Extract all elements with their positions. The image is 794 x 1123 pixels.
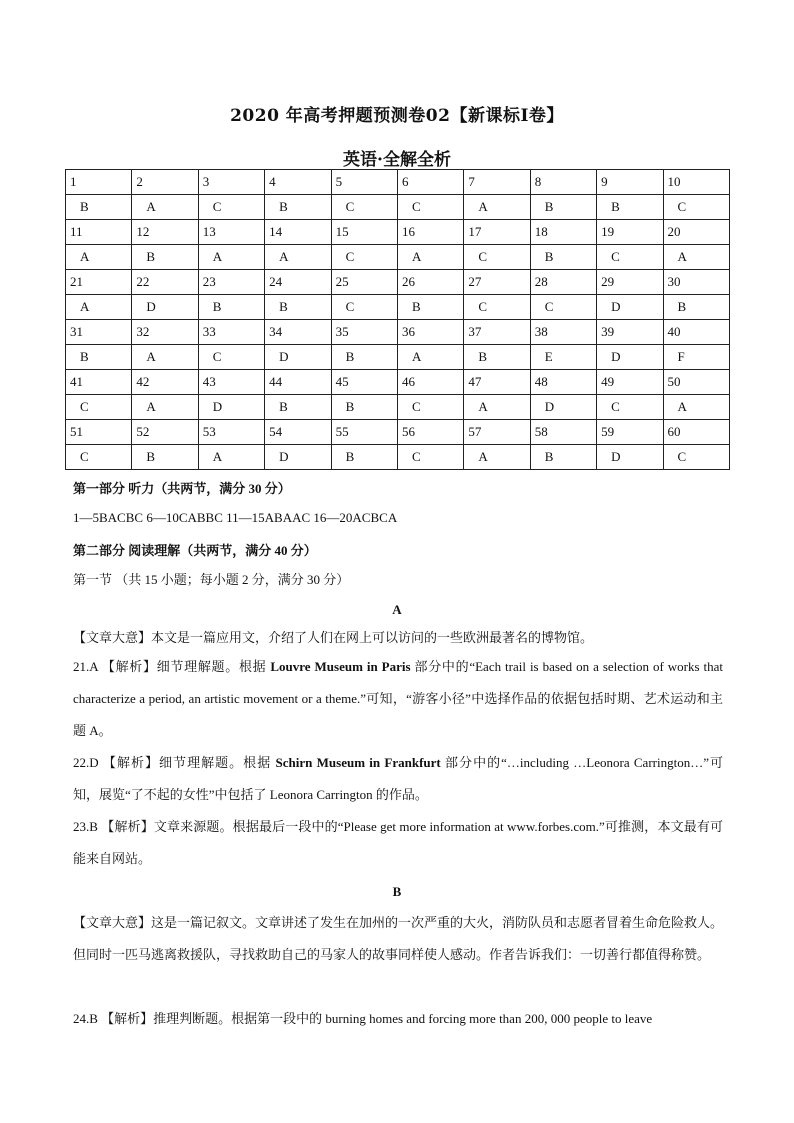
question-number-cell: 44 — [265, 370, 331, 395]
answer-row — [66, 295, 730, 320]
q21-bold: Louvre Museum in Paris — [270, 659, 411, 674]
question-22 — [73, 747, 723, 811]
answer-cell: B — [66, 195, 132, 220]
answer-cell: C — [397, 395, 463, 420]
answer-cell: A — [132, 395, 198, 420]
answer-cell: A — [663, 395, 729, 420]
answer-row — [66, 195, 730, 220]
answer-row — [66, 345, 730, 370]
question-24: 24.B 【解析】推理判断题。根据第一段中的 burning homes and forcing more than 200, 000 people to leave — [73, 1011, 653, 1026]
answer-cell: B — [265, 295, 331, 320]
question-number-cell: 14 — [265, 220, 331, 245]
answer-cell: A — [464, 395, 530, 420]
answer-cell: C — [464, 295, 530, 320]
question-number-cell: 13 — [198, 220, 264, 245]
question-number-cell: 40 — [663, 320, 729, 345]
question-number-cell: 27 — [464, 270, 530, 295]
section1-heading: 第一节 （共 15 小题；每小题 2 分，满分 30 分） — [73, 572, 350, 587]
question-number-cell: 10 — [663, 170, 729, 195]
question-number-cell: 24 — [265, 270, 331, 295]
question-number-cell: 17 — [464, 220, 530, 245]
answer-cell: C — [597, 245, 663, 270]
question-number-cell: 23 — [198, 270, 264, 295]
page-title: 2020 年高考押题预测卷02【新课标Ⅰ卷】 — [230, 106, 564, 126]
question-21 — [73, 651, 723, 747]
answer-cell: D — [265, 445, 331, 470]
question-number-cell: 2 — [132, 170, 198, 195]
answer-cell: C — [597, 395, 663, 420]
answer-cell: B — [530, 245, 596, 270]
answer-cell: B — [663, 295, 729, 320]
part2-heading: 第二部分 阅读理解（共两节，满分 40 分） — [73, 543, 317, 558]
question-number-row — [66, 370, 730, 395]
answer-cell: A — [132, 195, 198, 220]
answer-cell: B — [265, 395, 331, 420]
question-number-cell: 11 — [66, 220, 132, 245]
answer-cell: D — [597, 445, 663, 470]
answer-cell: B — [331, 345, 397, 370]
question-23: 23.B 【解析】文章来源题。根据最后一段中的“Please get more information at www.forbes.com.”可推测，本文最有可能来自网站。 — [73, 819, 723, 866]
passage-a-label: A — [392, 602, 402, 617]
answer-cell: A — [397, 345, 463, 370]
answer-cell: D — [597, 345, 663, 370]
answer-cell: A — [464, 445, 530, 470]
answer-cell: C — [464, 245, 530, 270]
answer-cell: A — [66, 245, 132, 270]
answer-cell: D — [132, 295, 198, 320]
question-number-cell: 29 — [597, 270, 663, 295]
question-number-cell: 39 — [597, 320, 663, 345]
question-number-cell: 59 — [597, 420, 663, 445]
question-number-cell: 8 — [530, 170, 596, 195]
answer-cell: B — [397, 295, 463, 320]
question-number-cell: 51 — [66, 420, 132, 445]
answer-cell: A — [198, 445, 264, 470]
answer-cell: C — [331, 245, 397, 270]
answer-cell: B — [331, 395, 397, 420]
answer-cell: A — [132, 345, 198, 370]
answer-cell: A — [198, 245, 264, 270]
answer-cell: A — [397, 245, 463, 270]
answer-cell: C — [663, 445, 729, 470]
question-number-cell: 37 — [464, 320, 530, 345]
question-number-cell: 30 — [663, 270, 729, 295]
question-number-cell: 19 — [597, 220, 663, 245]
question-number-cell: 18 — [530, 220, 596, 245]
answer-cell: B — [265, 195, 331, 220]
question-number-cell: 50 — [663, 370, 729, 395]
answer-cell: C — [397, 445, 463, 470]
answer-cell: C — [663, 195, 729, 220]
q22-bold: Schirn Museum in Frankfurt — [275, 755, 441, 770]
question-number-cell: 16 — [397, 220, 463, 245]
answer-cell: B — [530, 195, 596, 220]
answer-cell: C — [198, 195, 264, 220]
answer-cell: B — [464, 345, 530, 370]
answer-cell: C — [66, 445, 132, 470]
answer-row — [66, 395, 730, 420]
question-number-cell: 26 — [397, 270, 463, 295]
question-number-cell: 60 — [663, 420, 729, 445]
answer-cell: B — [132, 445, 198, 470]
q22-rest: 部分中的“…including …Leonora Carrington…”可知，展览“了不起的女性”中包括了 Leonora Carrington 的作品。 — [73, 755, 723, 802]
question-number-cell: 58 — [530, 420, 596, 445]
answer-cell: B — [530, 445, 596, 470]
question-number-cell: 28 — [530, 270, 596, 295]
question-number-cell: 32 — [132, 320, 198, 345]
answer-cell: C — [331, 195, 397, 220]
question-number-cell: 1 — [66, 170, 132, 195]
q22-prefix: 22.D 【解析】细节理解题。根据 — [73, 755, 276, 770]
answer-cell: B — [66, 345, 132, 370]
answer-row — [66, 245, 730, 270]
question-number-cell: 43 — [198, 370, 264, 395]
q21-rest: 部分中的“Each trail is based on a selection of works that characterize a period, an artistic movement or a theme.”可知，“游客小径”中选择作品的依据包括时期、艺术运动和主题 A。 — [73, 659, 723, 738]
question-number-cell: 12 — [132, 220, 198, 245]
question-number-cell: 52 — [132, 420, 198, 445]
answer-cell: B — [198, 295, 264, 320]
question-number-cell: 46 — [397, 370, 463, 395]
answer-cell: A — [265, 245, 331, 270]
answer-cell: C — [530, 295, 596, 320]
question-number-cell: 48 — [530, 370, 596, 395]
question-number-cell: 22 — [132, 270, 198, 295]
answer-cell: C — [397, 195, 463, 220]
answer-cell: B — [132, 245, 198, 270]
question-number-cell: 33 — [198, 320, 264, 345]
answer-cell: F — [663, 345, 729, 370]
answer-cell: B — [597, 195, 663, 220]
question-number-cell: 49 — [597, 370, 663, 395]
question-number-cell: 3 — [198, 170, 264, 195]
question-number-cell: 20 — [663, 220, 729, 245]
question-number-cell: 54 — [265, 420, 331, 445]
q21-prefix: 21.A 【解析】细节理解题。根据 — [73, 659, 271, 674]
answer-cell: A — [66, 295, 132, 320]
question-number-cell: 35 — [331, 320, 397, 345]
answer-cell: D — [198, 395, 264, 420]
answer-table — [65, 169, 730, 470]
question-number-cell: 21 — [66, 270, 132, 295]
answer-row — [66, 445, 730, 470]
question-number-cell: 6 — [397, 170, 463, 195]
question-number-cell: 7 — [464, 170, 530, 195]
answer-cell: A — [663, 245, 729, 270]
answer-cell: A — [464, 195, 530, 220]
question-number-row — [66, 220, 730, 245]
question-number-cell: 9 — [597, 170, 663, 195]
question-number-row — [66, 420, 730, 445]
answer-cell: D — [597, 295, 663, 320]
passage-b-label: B — [392, 884, 402, 899]
question-number-row — [66, 270, 730, 295]
question-number-cell: 56 — [397, 420, 463, 445]
answer-cell: C — [66, 395, 132, 420]
answer-cell: B — [331, 445, 397, 470]
page-subtitle: 英语·全解全析 — [343, 150, 451, 170]
question-number-cell: 55 — [331, 420, 397, 445]
passage-b-summary: 【文章大意】这是一篇记叙文。文章讲述了发生在加州的一次严重的大火，消防队员和志愿者冒着生命危险救人。但同时一匹马逃离救援队，寻找救助自己的马家人的故事同样使人感动。作者告诉我们：一切善行都值得称赞。 — [73, 915, 724, 962]
question-number-cell: 4 — [265, 170, 331, 195]
answer-cell: C — [198, 345, 264, 370]
question-number-cell: 15 — [331, 220, 397, 245]
question-number-cell: 34 — [265, 320, 331, 345]
question-number-row — [66, 320, 730, 345]
answer-cell: C — [331, 295, 397, 320]
question-number-cell: 57 — [464, 420, 530, 445]
question-number-row — [66, 170, 730, 195]
part1-answers: 1—5BACBC 6—10CABBC 11—15ABAAC 16—20ACBCA — [73, 510, 398, 525]
question-number-cell: 5 — [331, 170, 397, 195]
passage-a-summary: 【文章大意】本文是一篇应用文，介绍了人们在网上可以访问的一些欧洲最著名的博物馆。 — [73, 630, 594, 645]
question-number-cell: 41 — [66, 370, 132, 395]
question-number-cell: 53 — [198, 420, 264, 445]
answer-cell: E — [530, 345, 596, 370]
question-number-cell: 47 — [464, 370, 530, 395]
question-number-cell: 25 — [331, 270, 397, 295]
question-number-cell: 38 — [530, 320, 596, 345]
question-number-cell: 42 — [132, 370, 198, 395]
question-number-cell: 31 — [66, 320, 132, 345]
question-number-cell: 45 — [331, 370, 397, 395]
question-number-cell: 36 — [397, 320, 463, 345]
part1-heading: 第一部分 听力（共两节，满分 30 分） — [73, 481, 291, 496]
answer-cell: D — [265, 345, 331, 370]
answer-cell: D — [530, 395, 596, 420]
